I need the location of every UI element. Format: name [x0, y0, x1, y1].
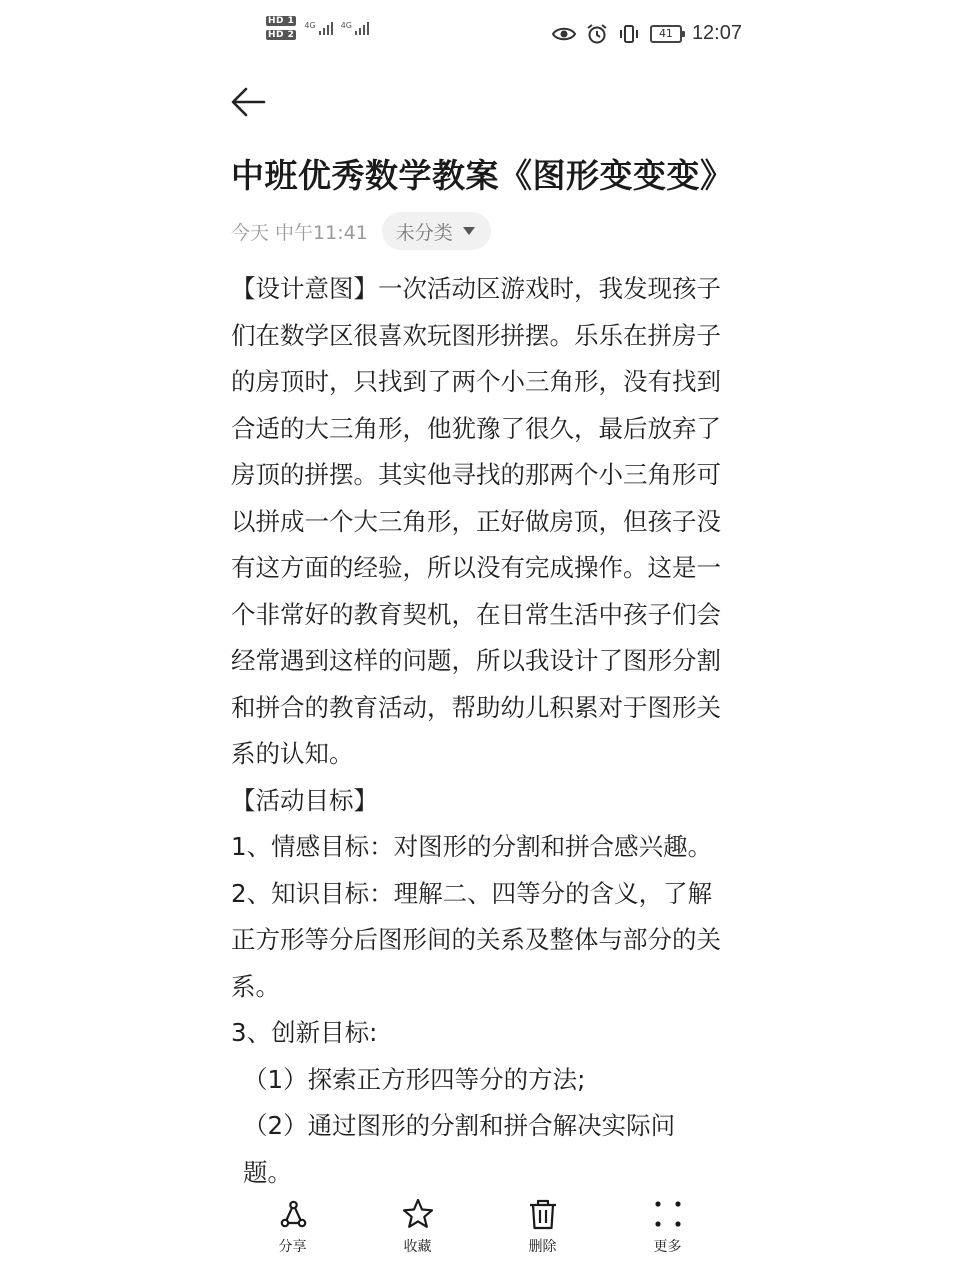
sim-indicators [266, 16, 296, 40]
paragraph-objectives-heading: 【活动目标】 [231, 785, 378, 815]
favorite-button[interactable] [355, 1196, 480, 1280]
back-button[interactable] [226, 80, 274, 124]
favorite-label: 收藏 [403, 1239, 432, 1255]
caret-down-icon [463, 227, 475, 235]
paragraph-design-intent: 【设计意图】一次活动区游戏时，我发现孩子们在数学区很喜欢玩图形拼摆。乐乐在拼房子的房顶时，只找到了两个小三角形，没有找到合适的大三角形，他犹豫了很久，最后放弃了房顶的拼摆。其实他寻找的那两个小三角形可以拼成一个大三角形，正好做房顶，但孩子没有这方面的经验，所以没有完成操作。这是一个非常好的教育契机，在日常生活中孩子们会经常遇到这样的问题，所以我设计了图形分割和拼合的教育活动，帮助幼儿积累对于图形关系的认知。 [231, 274, 721, 768]
network-type-1: 4G [304, 21, 316, 30]
clock: 12:07 [691, 22, 742, 44]
note-title: 中班优秀数学教案《图形变变变》 [231, 156, 734, 195]
status-left [266, 16, 369, 40]
share-label: 分享 [278, 1239, 307, 1255]
category-dropdown[interactable] [382, 212, 491, 250]
paragraph-sub-goal-2: （2）通过图形的分割和拼合解决实际问题。 [243, 1111, 676, 1187]
signal-1-icon [304, 22, 332, 35]
share-button[interactable] [230, 1196, 355, 1280]
share-icon [275, 1196, 311, 1232]
sim1-badge: HD 1 [268, 16, 295, 26]
network-type-2: 4G [340, 21, 352, 30]
note-meta [231, 212, 491, 250]
bottom-toolbar [230, 1196, 730, 1280]
battery-icon: 41 [650, 25, 682, 43]
sim2-badge: HD 2 [268, 30, 295, 40]
alarm-icon [586, 23, 608, 45]
note-date: 今天 中午11:41 [231, 221, 368, 244]
trash-icon [525, 1196, 561, 1232]
paragraph-emotional-goal: 1、情感目标：对图形的分割和拼合感兴趣。 [231, 832, 713, 861]
delete-button[interactable] [480, 1196, 605, 1280]
vibrate-icon [618, 23, 640, 45]
more-icon [650, 1196, 686, 1232]
signal-2-icon [341, 22, 369, 35]
more-label: 更多 [653, 1239, 682, 1255]
paragraph-sub-goal-1: （1）探索正方形四等分的方法; [243, 1064, 586, 1094]
star-icon [400, 1196, 436, 1232]
note-body[interactable] [231, 266, 723, 1196]
category-label: 未分类 [395, 221, 453, 244]
delete-label: 删除 [528, 1239, 557, 1255]
arrow-left-icon [226, 80, 274, 124]
status-right [552, 22, 742, 45]
paragraph-knowledge-goal: 2、知识目标：理解二、四等分的含义，了解正方形等分后图形间的关系及整体与部分的关系。 [231, 878, 721, 1001]
eye-icon [552, 26, 576, 42]
more-button[interactable] [605, 1196, 730, 1280]
paragraph-innovation-goal: 3、创新目标: [231, 1018, 378, 1047]
status-bar [0, 0, 960, 70]
